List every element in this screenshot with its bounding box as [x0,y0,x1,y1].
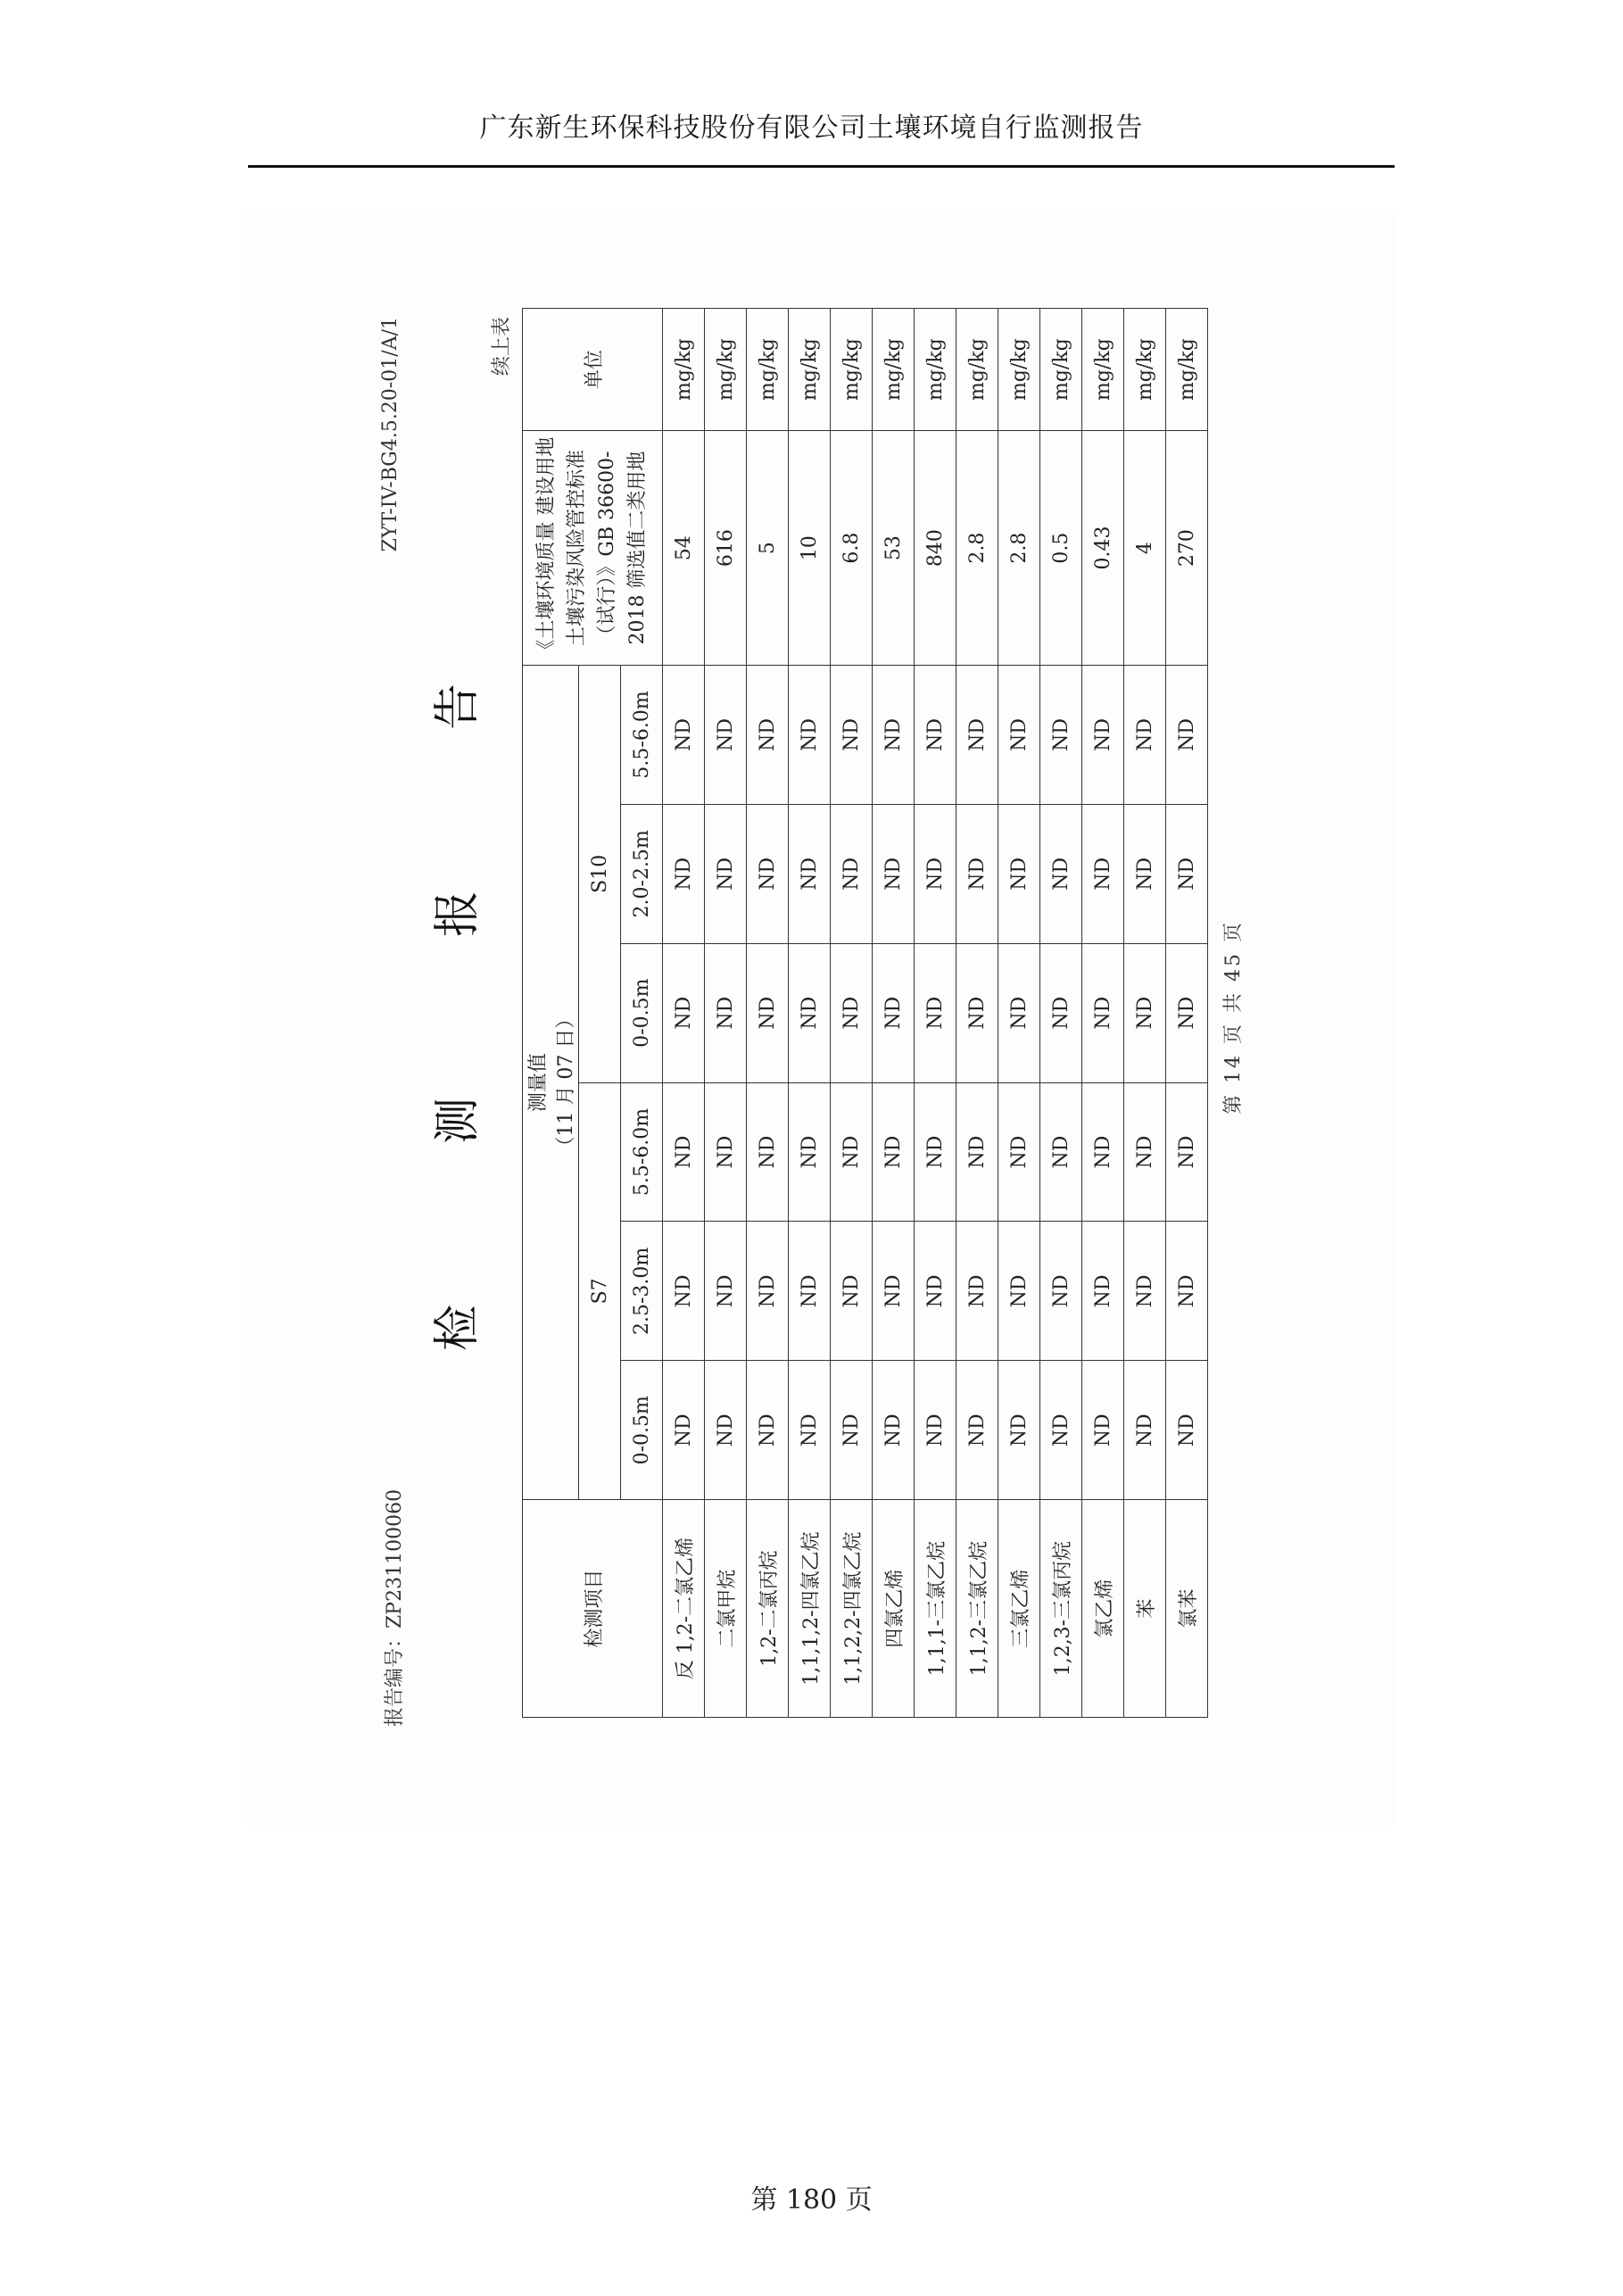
value-cell: ND [1166,1222,1208,1361]
site-s10-header: S10 [579,666,621,1083]
page-footer: 第 180 页 [750,2184,873,2216]
value-cell: ND [789,943,831,1082]
standard-cell: 53 [873,431,915,666]
value-cell: ND [663,943,705,1082]
table-row [705,309,747,1718]
value-cell: ND [956,943,998,1082]
value-cell: ND [1124,1082,1166,1222]
value-cell: ND [789,1082,831,1222]
value-cell: ND [663,1082,705,1222]
item-cell: 四氯乙烯 [873,1500,915,1718]
depth-header: 0-0.5m [621,1361,663,1500]
value-cell: ND [831,1082,873,1222]
value-cell: ND [1040,943,1082,1082]
measured-label: 测量值 [527,1053,550,1113]
unit-cell: mg/kg [1124,309,1166,431]
depth-header: 5.5-6.0m [621,1082,663,1222]
value-cell: ND [1124,1361,1166,1500]
value-cell: ND [873,1222,915,1361]
value-cell: ND [789,1222,831,1361]
value-cell: ND [915,1222,956,1361]
standard-cell: 2.8 [998,431,1040,666]
value-cell: ND [1040,666,1082,805]
item-cell: 1,1,2,2-四氯乙烷 [831,1500,873,1718]
value-cell: ND [873,1082,915,1222]
value-cell: ND [1082,1222,1124,1361]
value-cell: ND [998,1222,1040,1361]
depth-header: 5.5-6.0m [621,666,663,805]
value-cell: ND [956,1222,998,1361]
value-cell: ND [1124,804,1166,943]
value-cell: ND [831,804,873,943]
standard-cell: 10 [789,431,831,666]
unit-cell: mg/kg [1082,309,1124,431]
unit-cell: mg/kg [831,309,873,431]
unit-cell: mg/kg [663,309,705,431]
table-row [1124,309,1166,1718]
item-cell: 1,1,1,2-四氯乙烷 [789,1500,831,1718]
value-cell: ND [663,666,705,805]
value-cell: ND [915,804,956,943]
table-row [789,309,831,1718]
standard-cell: 5 [747,431,789,666]
value-cell: ND [915,666,956,805]
value-cell: ND [831,1222,873,1361]
standard-cell: 840 [915,431,956,666]
value-cell: ND [956,666,998,805]
continued-label: 续上表 [491,317,513,377]
item-cell: 氯苯 [1166,1500,1208,1718]
unit-cell: mg/kg [915,309,956,431]
value-cell: ND [998,666,1040,805]
table-row [1082,309,1124,1718]
inner-page-number: 第 14 页 共 45 页 [1222,920,1245,1115]
standard-cell: 0.5 [1040,431,1082,666]
item-cell: 二氯甲烷 [705,1500,747,1718]
unit-cell: mg/kg [747,309,789,431]
value-cell: ND [831,666,873,805]
value-cell: ND [747,804,789,943]
value-cell: ND [705,1082,747,1222]
value-cell: ND [747,666,789,805]
value-cell: ND [998,943,1040,1082]
value-cell: ND [1040,1361,1082,1500]
item-cell: 1,2-二氯丙烷 [747,1500,789,1718]
standard-header: 《土壤环境质量 建设用地土壤污染风险管控标准（试行）》GB 36600-2018 筛选值二类用地 [523,431,663,666]
standard-cell: 270 [1166,431,1208,666]
value-cell: ND [663,1222,705,1361]
value-cell: ND [1082,804,1124,943]
value-cell: ND [747,1222,789,1361]
table-row [956,309,998,1718]
unit-cell: mg/kg [789,309,831,431]
value-cell: ND [747,1082,789,1222]
value-cell: ND [998,1082,1040,1222]
value-cell: ND [663,804,705,943]
standard-cell: 4 [1124,431,1166,666]
form-code: ZYT-IV-BG4.5.20-01/A/1 [379,317,402,552]
value-cell: ND [1166,666,1208,805]
unit-header: 单位 [523,309,663,431]
standard-cell: 616 [705,431,747,666]
depth-header: 2.5-3.0m [621,1222,663,1361]
value-cell: ND [831,943,873,1082]
item-cell: 1,1,1-三氯乙烷 [915,1500,956,1718]
unit-cell: mg/kg [873,309,915,431]
table-row [998,309,1040,1718]
standard-cell: 0.43 [1082,431,1124,666]
report-title: 检测报告 [431,523,484,1352]
value-cell: ND [956,1361,998,1500]
value-cell: ND [873,666,915,805]
value-cell: ND [705,804,747,943]
standard-cell: 2.8 [956,431,998,666]
document-header: 广东新生环保科技股份有限公司土壤环境自行监测报告 [479,112,1144,144]
value-cell: ND [1124,943,1166,1082]
item-cell: 氯乙烯 [1082,1500,1124,1718]
value-cell: ND [705,943,747,1082]
unit-cell: mg/kg [705,309,747,431]
value-cell: ND [1166,804,1208,943]
value-cell: ND [789,1361,831,1500]
item-cell: 苯 [1124,1500,1166,1718]
item-cell: 1,2,3-三氯丙烷 [1040,1500,1082,1718]
value-cell: ND [873,943,915,1082]
measured-date: （11 月 07 日） [555,1008,577,1156]
unit-cell: mg/kg [998,309,1040,431]
value-cell: ND [1166,943,1208,1082]
value-cell: ND [1040,1222,1082,1361]
value-cell: ND [915,1082,956,1222]
item-cell: 1,1,2-三氯乙烷 [956,1500,998,1718]
standard-cell: 6.8 [831,431,873,666]
value-cell: ND [1040,804,1082,943]
value-cell: ND [1166,1361,1208,1500]
table-row [1040,309,1082,1718]
unit-cell: mg/kg [956,309,998,431]
rotated-report-content [352,281,1289,1753]
value-cell: ND [1082,1082,1124,1222]
value-cell: ND [1124,666,1166,805]
depth-header: 2.0-2.5m [621,804,663,943]
value-cell: ND [956,1082,998,1222]
value-cell: ND [1124,1222,1166,1361]
value-cell: ND [873,1361,915,1500]
item-cell: 三氯乙烯 [998,1500,1040,1718]
value-cell: ND [998,804,1040,943]
value-cell: ND [747,1361,789,1500]
value-cell: ND [1082,666,1124,805]
table-row [915,309,956,1718]
standard-cell: 54 [663,431,705,666]
value-cell: ND [1166,1082,1208,1222]
value-cell: ND [789,804,831,943]
table-row [663,309,705,1718]
scanned-report [245,210,1396,1825]
site-s7-header: S7 [579,1082,621,1500]
table-row [873,309,915,1718]
item-cell: 反 1,2-二氯乙烯 [663,1500,705,1718]
header-rule [248,165,1395,168]
depth-header: 0-0.5m [621,943,663,1082]
value-cell: ND [915,1361,956,1500]
value-cell: ND [747,943,789,1082]
value-cell: ND [831,1361,873,1500]
value-cell: ND [705,666,747,805]
unit-cell: mg/kg [1166,309,1208,431]
table-row [747,309,789,1718]
value-cell: ND [1082,1361,1124,1500]
results-table [522,308,1208,1718]
value-cell: ND [998,1361,1040,1500]
measured-header [523,666,579,1500]
value-cell: ND [705,1222,747,1361]
value-cell: ND [1040,1082,1082,1222]
value-cell: ND [1082,943,1124,1082]
report-number: 报告编号：ZP231100060 [384,1488,406,1727]
results-body [663,309,1208,1718]
unit-cell: mg/kg [1040,309,1082,431]
value-cell: ND [915,943,956,1082]
table-row [1166,309,1208,1718]
value-cell: ND [789,666,831,805]
value-cell: ND [663,1361,705,1500]
item-header: 检测项目 [523,1500,663,1718]
table-row [831,309,873,1718]
value-cell: ND [873,804,915,943]
value-cell: ND [956,804,998,943]
value-cell: ND [705,1361,747,1500]
